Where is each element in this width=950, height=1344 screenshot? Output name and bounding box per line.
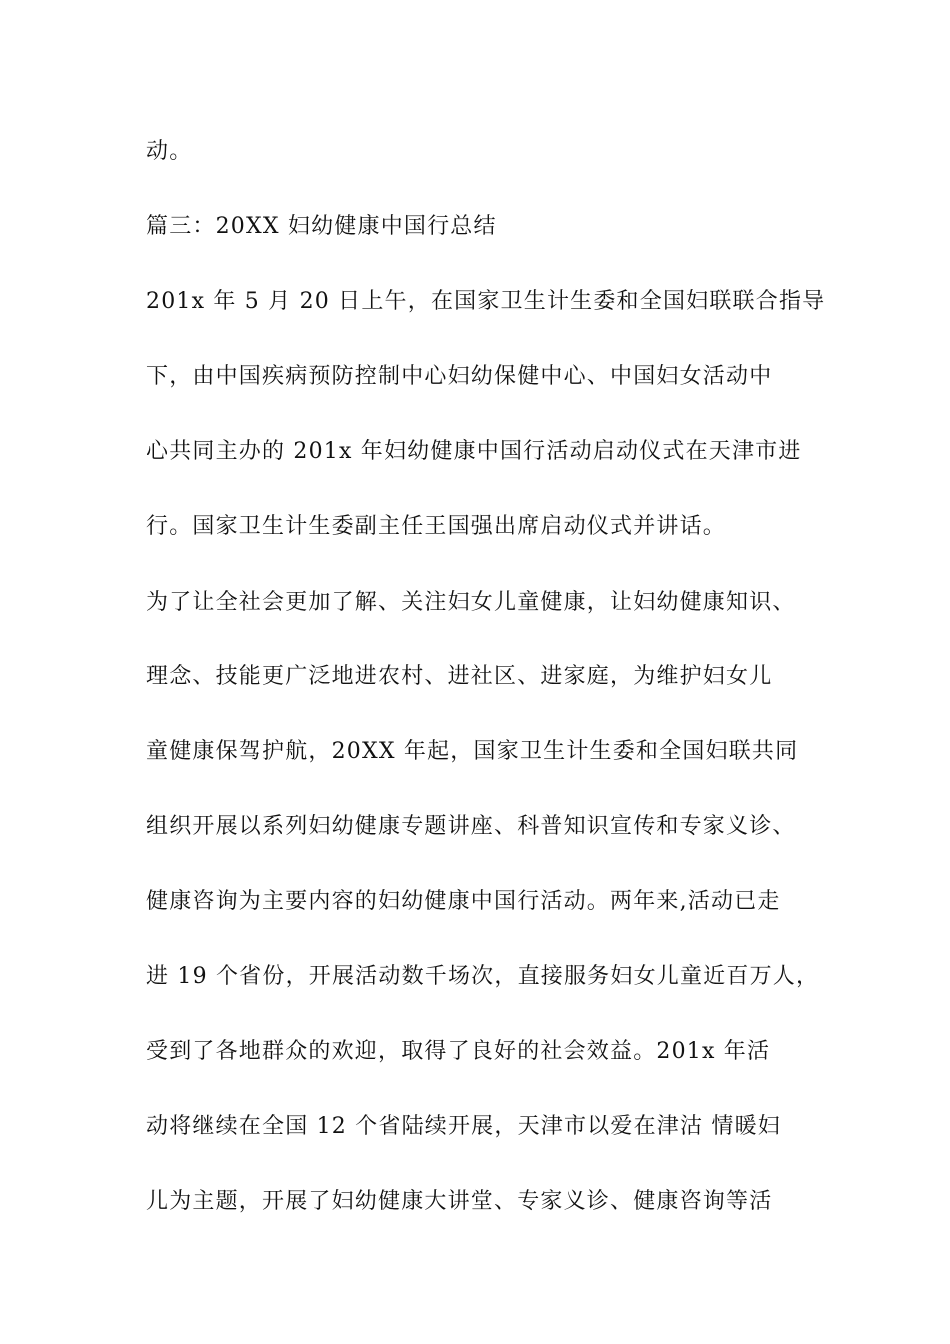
text-line: 儿为主题，开展了妇幼健康大讲堂、专家义诊、健康咨询等活 — [146, 1189, 773, 1214]
text-line: 动将继续在全国 12 个省陆续开展，天津市以爱在津沽 情暖妇 — [146, 1114, 781, 1139]
text-line: 受到了各地群众的欢迎，取得了良好的社会效益。201x 年活 — [146, 1039, 771, 1064]
text-line: 组织开展以系列妇幼健康专题讲座、科普知识宣传和专家义诊、 — [146, 814, 796, 839]
text-line: 心共同主办的 201x 年妇幼健康中国行活动启动仪式在天津市进 — [146, 439, 802, 464]
text-line: 201x 年 5 月 20 日上午，在国家卫生计生委和全国妇联联合指导 — [146, 289, 826, 314]
text-line: 健康咨询为主要内容的妇幼健康中国行活动。两年来,活动已走 — [146, 889, 781, 914]
text-line: 下，由中国疾病预防控制中心妇幼保健中心、中国妇女活动中 — [146, 364, 773, 389]
text-line: 童健康保驾护航，20XX 年起，国家卫生计生委和全国妇联共同 — [146, 739, 799, 764]
section-heading: 篇三：20XX 妇幼健康中国行总结 — [146, 214, 497, 239]
text-line: 理念、技能更广泛地进农村、进社区、进家庭，为维护妇女儿 — [146, 664, 773, 689]
text-line: 行。国家卫生计生委副主任王国强出席启动仪式并讲话。 — [146, 514, 727, 539]
text-line: 进 19 个省份，开展活动数千场次，直接服务妇女儿童近百万人， — [146, 964, 820, 989]
text-line: 为了让全社会更加了解、关注妇女儿童健康，让妇幼健康知识、 — [146, 590, 796, 615]
text-line: 动。 — [146, 139, 193, 164]
